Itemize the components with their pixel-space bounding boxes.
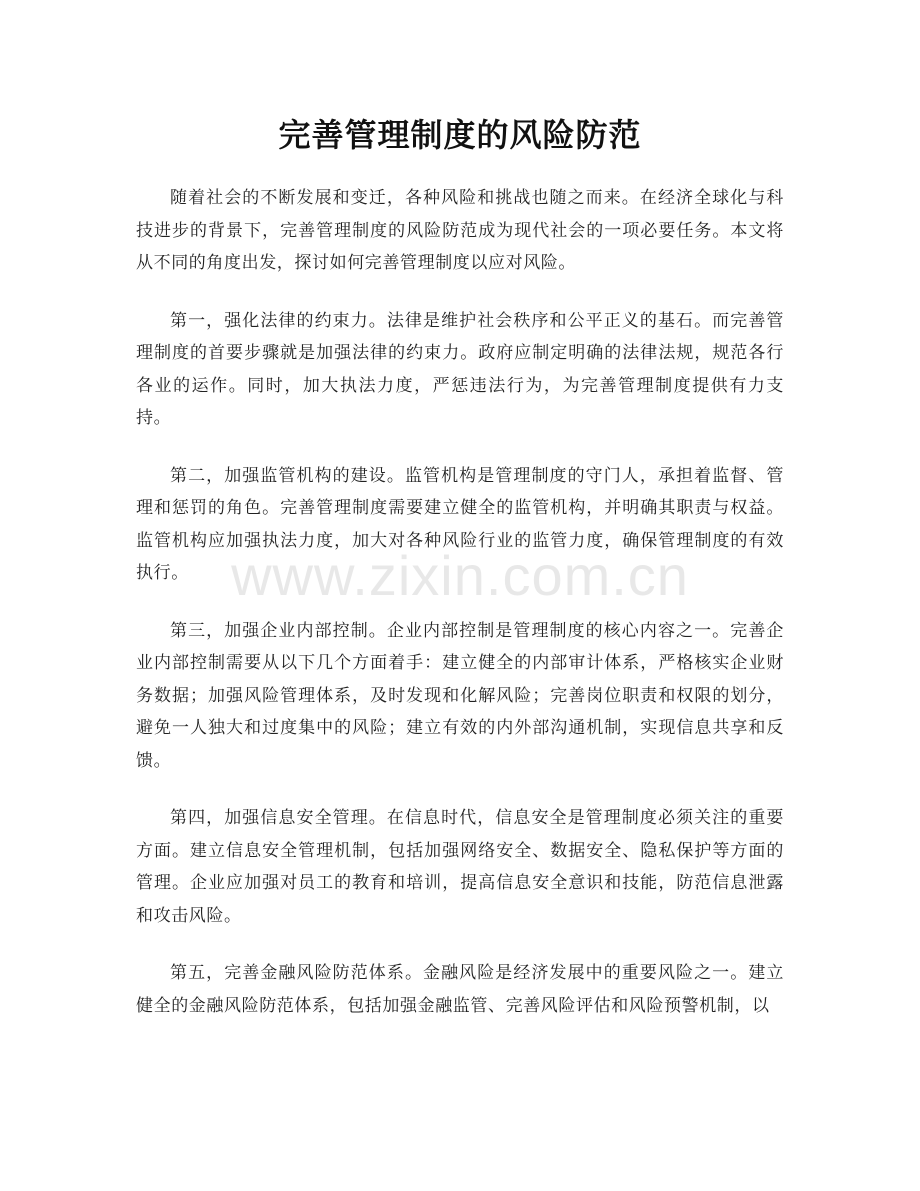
paragraph-intro: 随着社会的不断发展和变迁，各种风险和挑战也随之而来。在经济全球化与科技进步的背景下，完善管理制度的风险防范成为现代社会的一项必要任务。本文将从不同的角度出发，探讨如何完善管理制度以应对风险。	[136, 188, 784, 273]
paragraph-5: 第五，完善金融风险防范体系。金融风险是经济发展中的重要风险之一。建立健全的金融风险防范体系，包括加强金融监管、完善风险评估和风险预警机制，以	[136, 963, 784, 1016]
paragraph-3: 第三，加强企业内部控制。企业内部控制是管理制度的核心内容之一。完善企业内部控制需要从以下几个方面着手：建立健全的内部审计体系，严格核实企业财务数据；加强风险管理体系，及时发现和化解风险；完善岗位职责和权限的划分，避免一人独大和过度集中的风险；建立有效的内外部沟通机制，实现信息共享和反馈。	[136, 620, 784, 771]
watermark: www.zixin.com.cn	[231, 544, 689, 607]
paragraph-2: 第二，加强监管机构的建设。监管机构是管理制度的守门人，承担着监督、管理和惩罚的角色。完善管理制度需要建立健全的监管机构，并明确其职责与权益。监管机构应加强执法力度，加大对各种风险行业的监管力度，确保管理制度的有效执行。	[136, 465, 784, 583]
paragraph-4: 第四，加强信息安全管理。在信息时代，信息安全是管理制度必须关注的重要方面。建立信息安全管理机制，包括加强网络安全、数据安全、隐私保护等方面的管理。企业应加强对员工的教育和培训，提高信息安全意识和技能，防范信息泄露和攻击风险。	[136, 808, 784, 926]
page-title: 完善管理制度的风险防范	[278, 116, 642, 154]
document-body	[136, 182, 784, 1047]
paragraph-1: 第一，强化法律的约束力。法律是维护社会秩序和公平正义的基石。而完善管理制度的首要步骤就是加强法律的约束力。政府应制定明确的法律法规，规范各行各业的运作。同时，加大执法力度，严惩违法行为，为完善管理制度提供有力支持。	[136, 310, 784, 428]
